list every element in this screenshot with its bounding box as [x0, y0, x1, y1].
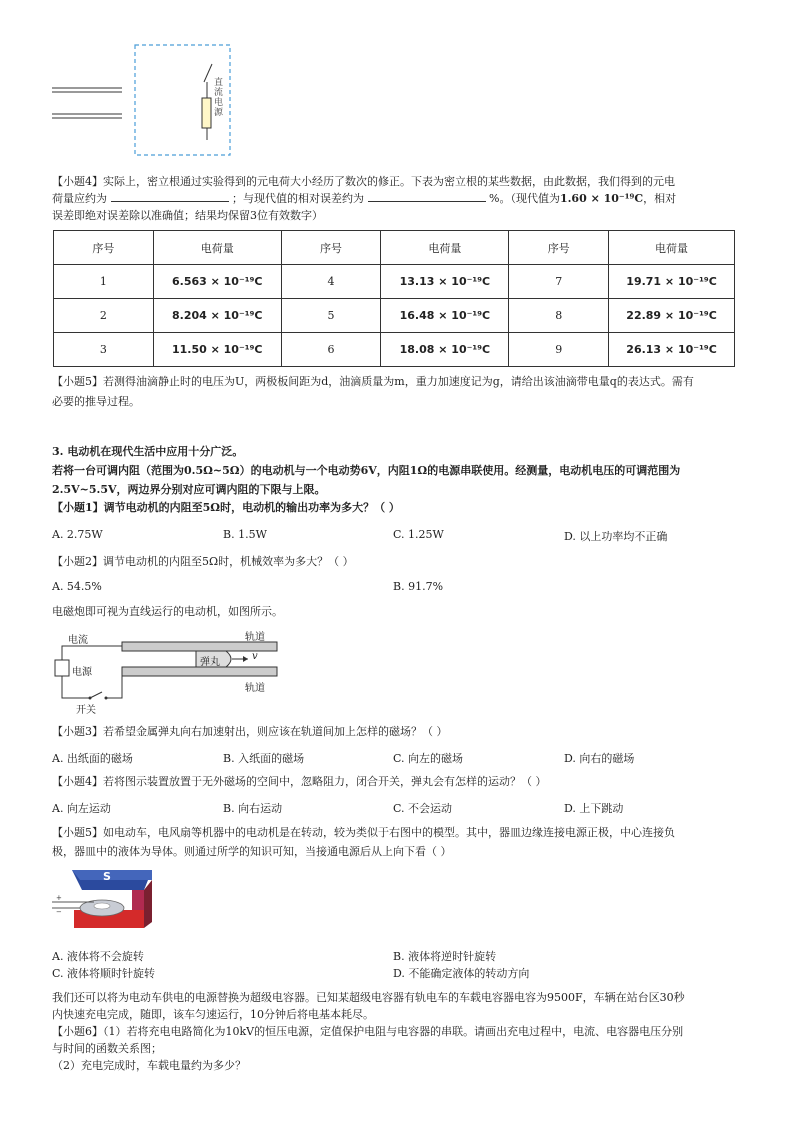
label-bullet: 弹丸: [200, 657, 220, 668]
magnet-s-label: S: [103, 870, 111, 883]
sub1-option-a[interactable]: A. 2.75W: [52, 528, 103, 541]
dc-source-label: 直流电源: [214, 78, 224, 118]
header-cell: 电荷量: [381, 231, 509, 265]
sub2-option-b[interactable]: B. 91.7%: [393, 580, 444, 593]
answer-blank-2[interactable]: [368, 191, 486, 202]
label-rail-top: 轨道: [245, 632, 265, 643]
modern-value: 1.60 × 10⁻¹⁹C: [559, 192, 644, 205]
sub3-option-a[interactable]: A. 出纸面的磁场: [52, 752, 133, 765]
dc-source: [202, 98, 211, 128]
sub5-option-a[interactable]: A. 液体将不会旋转: [52, 950, 144, 963]
magnet-top-face: [72, 870, 152, 880]
sub1-option-b[interactable]: B. 1.5W: [223, 528, 267, 541]
sub1-option-c[interactable]: C. 1.25W: [393, 528, 444, 541]
sub2-option-a[interactable]: A. 54.5%: [52, 580, 102, 593]
sub3-question: 【小题3】若希望金属弹丸向右加速射出，则应该在轨道间加上怎样的磁场？（ ）: [52, 725, 448, 738]
charge-table: [53, 230, 735, 367]
sub6-line3: （2）充电完成时，车载电量约为多少？: [52, 1059, 246, 1072]
dish-center: [94, 903, 110, 909]
table-row: 3 11.50 × 10⁻¹⁹C 6 18.08 × 10⁻¹⁹C 9 26.13 × 10⁻¹⁹C: [54, 333, 735, 367]
magnet-back: [132, 890, 144, 910]
q4-line3: 误差即绝对误差除以准确值；结果均保留3位有效数字）: [52, 209, 323, 222]
sub5-line1: 【小题5】如电动车，电风扇等机器中的电动机是在转动，较为类似于右图中的模型。其中，器皿边缘连接电源正极，中心连接负: [52, 826, 675, 839]
answer-blank-1[interactable]: [111, 191, 229, 202]
problem3-intro1: 若将一台可调内阻（范围为0.5Ω~5Ω）的电动机与一个电动势6V，内阻1Ω的电源串联使用。经测量，电动机电压的可调范围为: [52, 464, 681, 477]
sub4-question: 【小题4】若将图示装置放置于无外磁场的空间中，忽略阻力，闭合开关，弹丸会有怎样的运动？（ ）: [52, 775, 547, 788]
table-header-row: [54, 231, 735, 265]
wire-switch-path: [106, 676, 122, 698]
sub4-option-d[interactable]: D. 上下跳动: [564, 802, 624, 815]
q4-line2: 荷量应约为 ；与现代值的相对误差约为 %。（现代值为1.60 × 10⁻¹⁹C，相对: [52, 192, 677, 205]
header-cell: 序号: [54, 231, 154, 265]
sub4-option-c[interactable]: C. 不会运动: [393, 802, 453, 815]
sub4-option-b[interactable]: B. 向右运动: [223, 802, 283, 815]
table-row: 2 8.204 × 10⁻¹⁹C 5 16.48 × 10⁻¹⁹C 8 22.89 × 10⁻¹⁹C: [54, 299, 735, 333]
rail-bottom: [122, 667, 277, 676]
sub5-option-b[interactable]: B. 液体将逆时针旋转: [393, 950, 497, 963]
power-source: [55, 660, 69, 676]
sub5-option-d[interactable]: D. 不能确定液体的转动方向: [393, 967, 530, 980]
sub3-option-d[interactable]: D. 向右的磁场: [564, 752, 635, 765]
label-power: 电源: [72, 667, 92, 678]
rail-top: [122, 642, 277, 651]
label-switch: 开关: [76, 705, 96, 716]
header-cell: 序号: [281, 231, 381, 265]
label-velocity: v: [252, 651, 258, 662]
sub2-question: 【小题2】调节电动机的内阻至5Ω时，机械效率为多大？（ ）: [52, 555, 354, 568]
q4-line1: 【小题4】实际上，密立根通过实验得到的元电荷大小经历了数次的修正。下表为密立根的某些数据，由此数据，我们得到的元电: [52, 175, 675, 188]
table-row: 1 6.563 × 10⁻¹⁹C 4 13.13 × 10⁻¹⁹C 7 19.71 × 10⁻¹⁹C: [54, 265, 735, 299]
sub5-line2: 极，器皿中的液体为导体。则通过所学的知识可知，当接通电源后从上向下看（ ）: [52, 845, 452, 858]
sub3-option-b[interactable]: B. 入纸面的磁场: [223, 752, 305, 765]
switch-lever: [204, 64, 212, 82]
q5-line1: 【小题5】若测得油滴静止时的电压为U，两极板间距为d，油滴质量为m，重力加速度记为g，请给出该油滴带电量q的表达式。需有: [52, 375, 694, 388]
header-cell: 电荷量: [153, 231, 281, 265]
label-rail-bottom: 轨道: [245, 683, 265, 694]
railgun-intro: 电磁炮即可视为直线运行的电动机，如图所示。: [52, 605, 283, 618]
svg-text:+: +: [56, 894, 62, 902]
wire-bottom-path: [62, 676, 90, 698]
problem3-intro2: 2.5V~5.5V，两边界分别对应可调内阻的下限与上限。: [52, 483, 326, 496]
sub6-line1: 【小题6】（1）若将充电电路简化为10kV的恒压电源，定值保护电阻与电容器的串联。请画出充电过程中，电流、电容器电压分别: [52, 1025, 684, 1038]
capacitor-line1: 我们还可以将为电动车供电的电源替换为超级电容器。已知某超级电容器有轨电车的车载电容器电容为9500F，车辆在站台区30秒: [52, 991, 685, 1004]
sub5-option-c[interactable]: C. 液体将顺时针旋转: [52, 967, 156, 980]
svg-text:−: −: [56, 908, 62, 916]
switch-blade: [90, 692, 102, 698]
sub3-option-c[interactable]: C. 向左的磁场: [393, 752, 464, 765]
label-current: 电流: [68, 635, 88, 646]
sub1-question: 【小题1】调节电动机的内阻至5Ω时，电动机的输出功率为多大？（ ）: [52, 501, 400, 514]
problem3-title: 3. 电动机在现代生活中应用十分广泛。: [52, 445, 244, 458]
magnet-side: [144, 880, 152, 928]
wire-top-path: [62, 646, 122, 660]
header-cell: 电荷量: [609, 231, 735, 265]
q5-line2: 必要的推导过程。: [52, 395, 140, 408]
sub6-line2: 与时间的函数关系图；: [52, 1042, 162, 1055]
header-cell: 序号: [509, 231, 609, 265]
sub1-option-d[interactable]: D. 以上功率均不正确: [564, 530, 668, 543]
capacitor-line2: 内快速充电完成，随即，该车匀速运行，10分钟后将电基本耗尽。: [52, 1008, 374, 1021]
sub4-option-a[interactable]: A. 向左运动: [52, 802, 111, 815]
